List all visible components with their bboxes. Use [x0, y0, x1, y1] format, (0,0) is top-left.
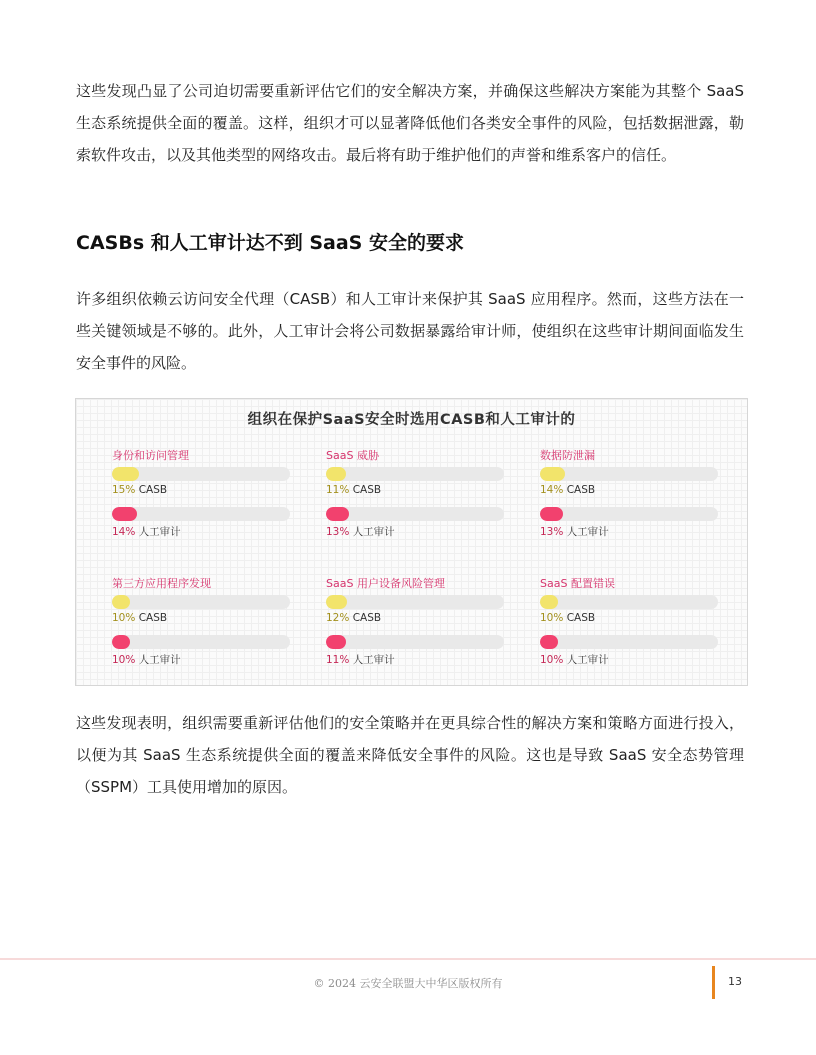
value-label: 10% [540, 654, 564, 666]
section-heading: CASBs 和人工审计达不到 SaaS 安全的要求 [76, 232, 464, 254]
conclusion-paragraph: 这些发现表明，组织需要重新评估他们的安全策略并在更具综合性的解决方案和策略方面进行投入，以便为其 SaaS 生态系统提供全面的覆盖来降低安全事件的风险。这也是导致 SaaS 安全态势管理（SSPM）工具使用增加的原因。 [76, 714, 744, 796]
value-label: 12% [326, 612, 350, 624]
value-label: 14% [112, 526, 136, 538]
bar-track [112, 467, 290, 481]
chart-group [540, 447, 718, 547]
value-label: 13% [540, 526, 564, 538]
chart-group [112, 447, 290, 547]
bar-track [326, 467, 504, 481]
bar-label [540, 612, 595, 624]
bar-label [326, 652, 395, 667]
series-name: CASB [352, 484, 382, 496]
chart-title: 组织在保护SaaS安全时选用CASB和人工审计的 [247, 412, 576, 428]
series-name: CASB [566, 484, 596, 496]
category-label: 身份和访问管理 [112, 449, 189, 462]
bar-label [326, 484, 381, 496]
chart-group [540, 575, 718, 675]
bar-label [112, 652, 181, 667]
series-name: 人工审计 [138, 526, 181, 538]
casb-audit-chart [75, 398, 748, 686]
bar [326, 635, 346, 649]
bar [112, 595, 130, 609]
category-label: SaaS 威胁 [326, 449, 379, 462]
bar-label [112, 484, 167, 496]
bar [540, 595, 558, 609]
bar [540, 467, 565, 481]
footer-divider [0, 958, 816, 960]
bar-track [112, 635, 290, 649]
intro-paragraph: 这些发现凸显了公司迫切需要重新评估它们的安全解决方案，并确保这些解决方案能为其整个 SaaS 生态系统提供全面的覆盖。这样，组织才可以显著降低他们各类安全事件的风险，包括数据泄露，勒索软件攻击，以及其他类型的网络攻击。最后将有助于维护他们的声誉和维系客户的信任。 [76, 82, 744, 164]
category-label: SaaS 配置错误 [540, 577, 615, 590]
series-name: 人工审计 [352, 654, 395, 666]
bar [326, 507, 349, 521]
bar [112, 635, 130, 649]
bar-track [326, 507, 504, 521]
bar-track [112, 595, 290, 609]
value-label: 10% [112, 654, 136, 666]
bar-track [112, 507, 290, 521]
value-label: 11% [326, 654, 350, 666]
value-label: 11% [326, 484, 350, 496]
bar [326, 595, 347, 609]
chart-group [326, 447, 504, 547]
series-name: 人工审计 [352, 526, 395, 538]
category-label: 第三方应用程序发现 [112, 577, 211, 590]
series-name: CASB [352, 612, 382, 624]
value-label: 10% [540, 612, 564, 624]
footer-copyright: © 2024 云安全联盟大中华区版权所有 [313, 977, 503, 990]
bar [540, 507, 563, 521]
series-name: 人工审计 [138, 654, 181, 666]
page-number: 13 [728, 975, 742, 988]
bar [540, 635, 558, 649]
chart-group [326, 575, 504, 675]
bar-track [540, 467, 718, 481]
value-label: 13% [326, 526, 350, 538]
bar-track [326, 635, 504, 649]
series-name: CASB [138, 612, 168, 624]
body-paragraph: 许多组织依赖云访问安全代理（CASB）和人工审计来保护其 SaaS 应用程序。然而，这些方法在一些关键领域是不够的。此外，人工审计会将公司数据暴露给审计师，使组织在这些审计期间面临发生安全事件的风险。 [76, 290, 744, 372]
bar-track [540, 635, 718, 649]
chart-group [112, 575, 290, 675]
category-label: 数据防泄漏 [540, 449, 595, 462]
bar-label [540, 524, 609, 539]
bar-label [112, 524, 181, 539]
value-label: 10% [112, 612, 136, 624]
footer-accent-bar [712, 966, 715, 999]
bar [326, 467, 346, 481]
bar-track [540, 595, 718, 609]
value-label: 15% [112, 484, 136, 496]
bar-track [326, 595, 504, 609]
bar-label [540, 484, 595, 496]
value-label: 14% [540, 484, 564, 496]
series-name: 人工审计 [566, 654, 609, 666]
bar-label [326, 612, 381, 624]
series-name: CASB [566, 612, 596, 624]
bar [112, 507, 137, 521]
category-label: SaaS 用户设备风险管理 [326, 577, 445, 590]
series-name: 人工审计 [566, 526, 609, 538]
bar [112, 467, 139, 481]
bar-track [540, 507, 718, 521]
bar-label [326, 524, 395, 539]
bar-label [112, 612, 167, 624]
bar-label [540, 652, 609, 667]
series-name: CASB [138, 484, 168, 496]
